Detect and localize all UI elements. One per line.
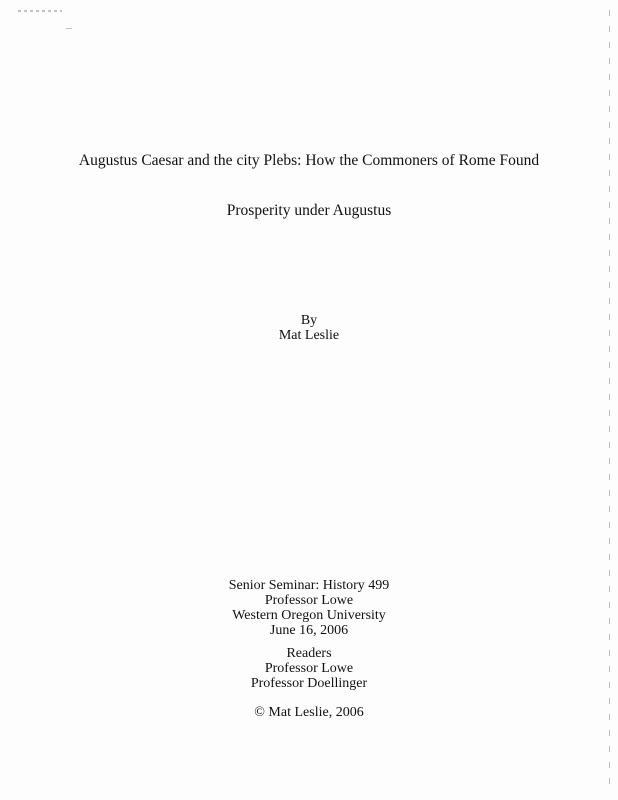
title-line-1: Augustus Caesar and the city Plebs: How the Commoners of Rome Found — [78, 152, 540, 169]
instructor-name: Professor Lowe — [264, 593, 354, 608]
reader-1: Professor Lowe — [264, 661, 354, 676]
by-label: By — [300, 313, 318, 328]
reader-2: Professor Doellinger — [250, 676, 368, 691]
course-name: Senior Seminar: History 499 — [228, 578, 390, 593]
submission-date: June 16, 2006 — [269, 623, 349, 638]
scan-artifact-dash — [66, 28, 72, 29]
readers-label: Readers — [286, 646, 332, 661]
title-line-2: Prosperity under Augustus — [226, 202, 392, 219]
institution-name: Western Oregon University — [232, 608, 386, 623]
copyright-notice: © Mat Leslie, 2006 — [254, 705, 364, 720]
scan-artifact-top-left — [18, 10, 62, 12]
author-name: Mat Leslie — [278, 328, 340, 343]
